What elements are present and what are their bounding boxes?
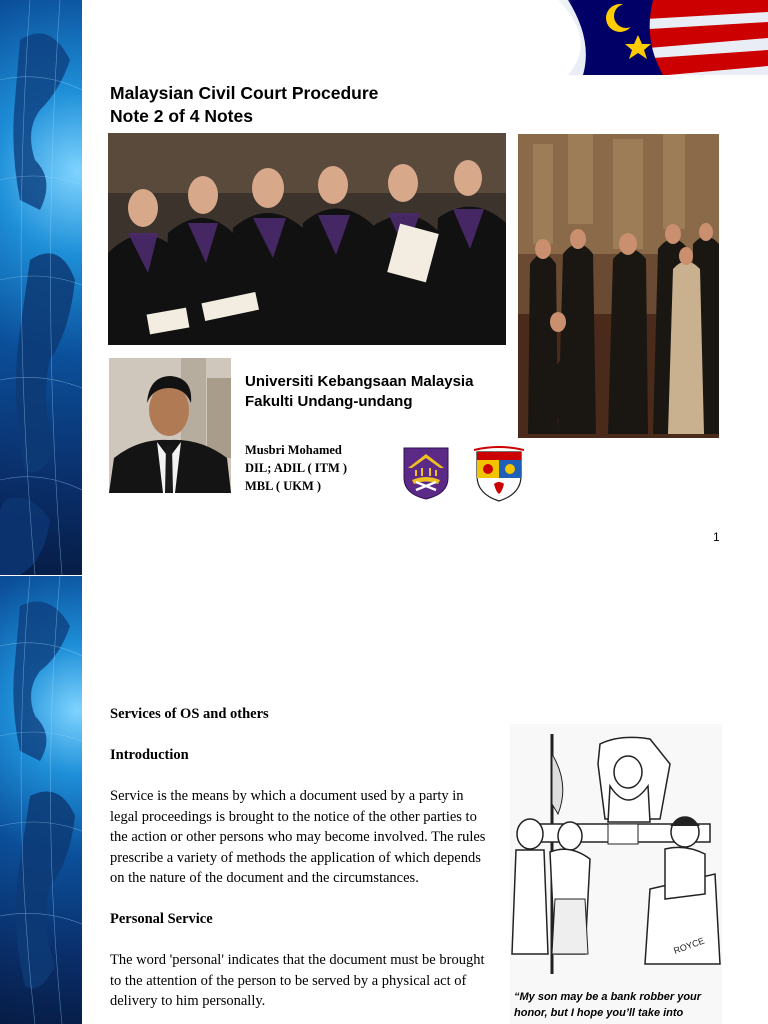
law-team-photo [518, 134, 719, 438]
ukm-crest-icon [474, 446, 524, 502]
globe-icon [0, 576, 82, 1024]
cartoon-caption: “My son may be a bank robber your honor, but I hope you’ll take into [514, 991, 702, 1019]
globe-sidebar [0, 0, 82, 575]
university-name: Universiti Kebangsaan Malaysia [245, 373, 474, 390]
author-qualification-2: MBL ( UKM ) [245, 479, 322, 493]
graduation-photo [108, 133, 506, 345]
author-name: Musbri Mohamed [245, 443, 342, 457]
notes-body [110, 704, 495, 1024]
courtroom-cartoon [510, 724, 722, 1024]
page-title [110, 82, 378, 128]
university-block [245, 372, 473, 412]
title-line-1: Malaysian Civil Court Procedure [110, 83, 379, 103]
author-block [245, 441, 347, 495]
author-photo [109, 358, 231, 493]
section-body-introduction: Service is the means by which a document used by a party in legal proceedings is brought to the notice of the other parties to the action or other persons who may become involved. The rules prescribe a variety of methods the application of which depends on the nature of the document and the circumstances. [110, 788, 486, 886]
globe-sidebar [0, 576, 82, 1024]
section-title-personal-service: Personal Service [110, 911, 213, 927]
svg-text:ROYCE: ROYCE [672, 935, 706, 956]
section-body-personal-service: The word 'personal' indicates that the document must be brought to the attention of the person to be served by a physical act of delivery to him personally. [110, 952, 485, 1009]
globe-icon [0, 0, 82, 575]
notes-heading: Services of OS and others [110, 706, 269, 722]
slide-2 [0, 576, 768, 1024]
author-qualification-1: DIL; ADIL ( ITM ) [245, 461, 348, 475]
title-line-2: Note 2 of 4 Notes [110, 106, 253, 126]
page-number: 1 [713, 530, 720, 544]
uitm-crest-icon [402, 446, 450, 500]
malaysia-flag-icon [538, 0, 768, 75]
section-title-introduction: Introduction [110, 747, 189, 763]
faculty-name: Fakulti Undang-undang [245, 393, 413, 410]
